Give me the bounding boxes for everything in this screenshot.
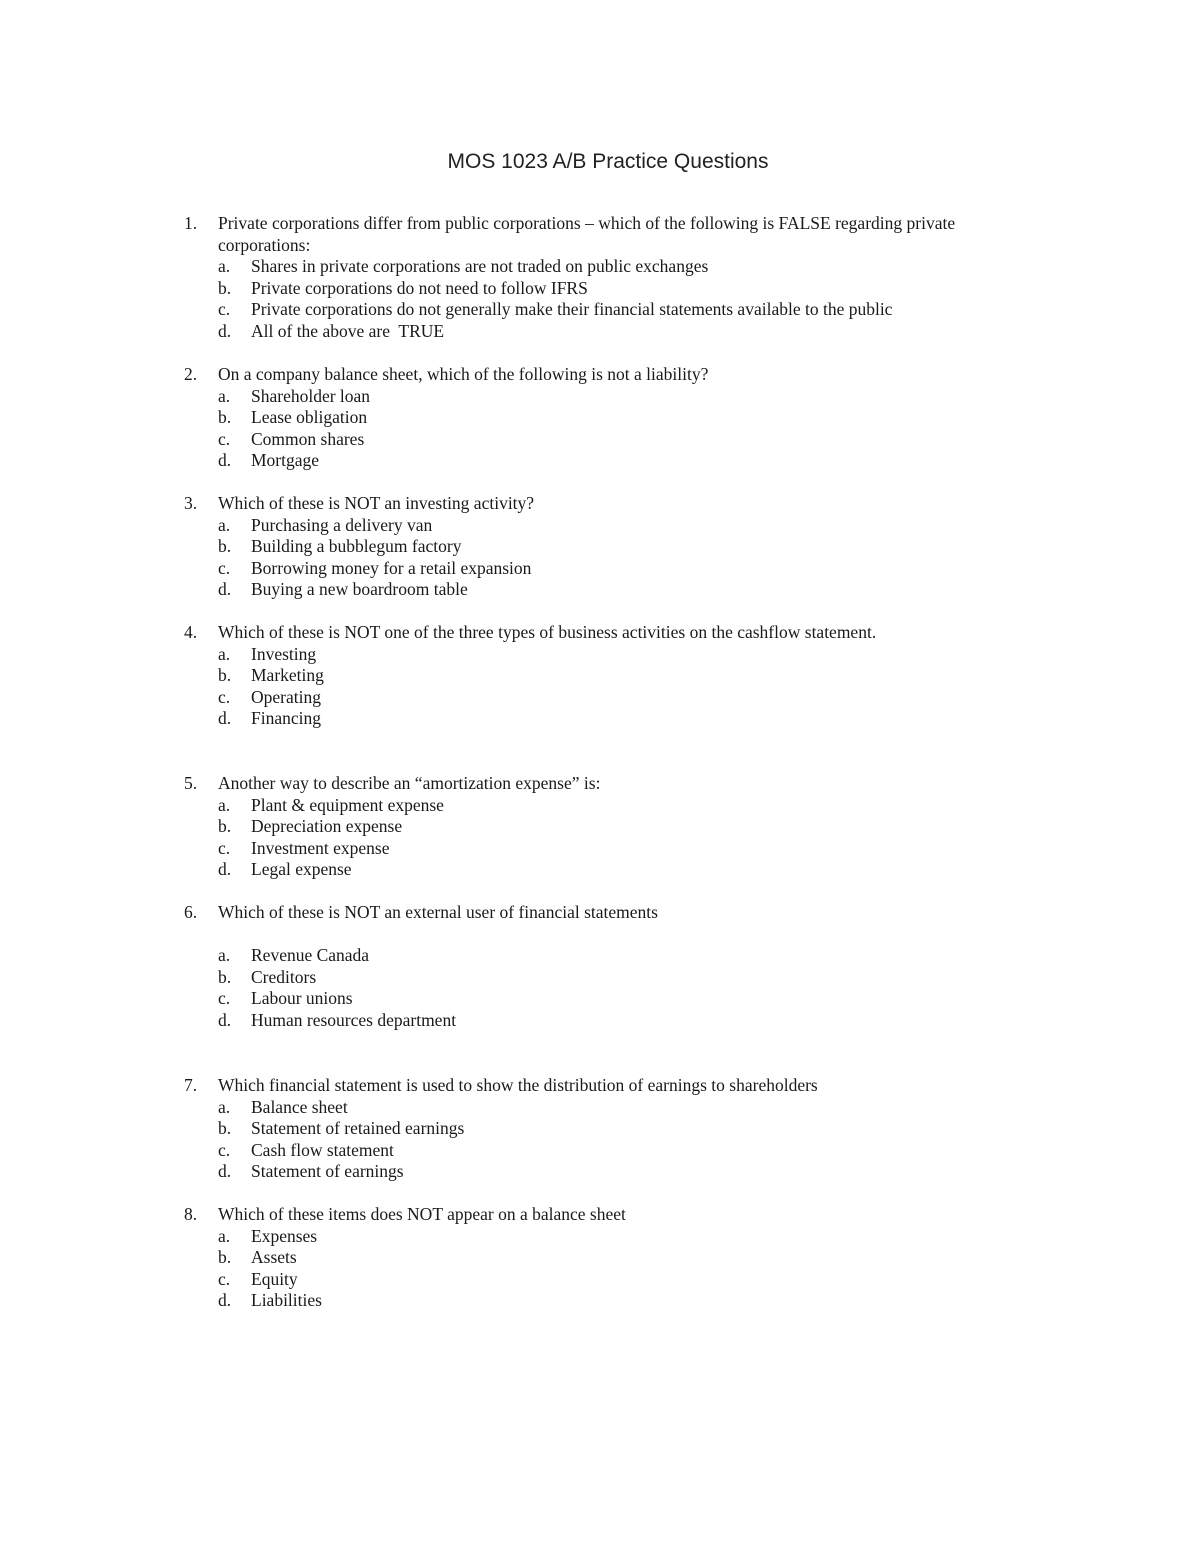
question-text: Private corporations differ from public corporations – which of the following is FALSE regarding private corporations: <box>218 213 956 255</box>
question-text: On a company balance sheet, which of the following is not a liability? <box>218 364 709 384</box>
option-list <box>218 1226 974 1312</box>
option-a <box>218 256 974 278</box>
option-letter: a. <box>218 385 231 406</box>
option-d <box>218 579 974 601</box>
option-text: Borrowing money for a retail expansion <box>251 557 532 578</box>
option-a <box>218 1097 974 1119</box>
option-list <box>218 644 974 730</box>
option-a <box>218 945 974 967</box>
option-letter: c. <box>218 988 231 1009</box>
option-text: Statement of retained earnings <box>251 1118 465 1139</box>
option-text: Shares in private corporations are not traded on public exchanges <box>251 256 709 277</box>
option-letter: d. <box>218 1009 232 1030</box>
option-d <box>218 321 974 343</box>
option-d <box>218 859 974 881</box>
option-b <box>218 278 974 300</box>
option-a <box>218 1226 974 1248</box>
option-letter: b. <box>218 407 232 428</box>
option-letter: c. <box>218 837 231 858</box>
option-a <box>218 795 974 817</box>
option-text: Buying a new boardroom table <box>251 579 468 600</box>
option-c <box>218 299 974 321</box>
option-d <box>218 450 974 472</box>
option-text: Operating <box>251 686 321 707</box>
option-text: Building a bubblegum factory <box>251 536 462 557</box>
option-text: Revenue Canada <box>251 945 370 966</box>
option-list <box>218 795 974 881</box>
option-text: Depreciation expense <box>251 816 403 837</box>
option-b <box>218 967 974 989</box>
question-number: 5. <box>184 773 198 793</box>
option-text: Balance sheet <box>251 1096 348 1117</box>
option-c <box>218 838 974 860</box>
question-text: Which financial statement is used to show the distribution of earnings to shareholders <box>218 1075 818 1095</box>
option-list <box>218 386 974 472</box>
option-text: Expenses <box>251 1225 318 1246</box>
option-text: Private corporations do not generally make their financial statements available to the public <box>251 299 893 320</box>
option-text: Common shares <box>251 428 365 449</box>
question-5 <box>184 773 974 881</box>
option-text: Investing <box>251 643 317 664</box>
option-text: All of the above are TRUE <box>251 320 445 341</box>
option-text: Equity <box>251 1268 298 1289</box>
option-a <box>218 386 974 408</box>
option-letter: d. <box>218 579 232 600</box>
option-text: Assets <box>251 1247 297 1268</box>
option-c <box>218 429 974 451</box>
question-number: 8. <box>184 1204 198 1224</box>
question-text: Which of these is NOT one of the three types of business activities on the cashflow statement. <box>218 622 877 642</box>
option-text: Private corporations do not need to follow IFRS <box>251 277 588 298</box>
question-8 <box>184 1204 974 1312</box>
option-letter: d. <box>218 1161 232 1182</box>
option-letter: b. <box>218 665 232 686</box>
option-letter: c. <box>218 1139 231 1160</box>
option-letter: c. <box>218 686 231 707</box>
option-c <box>218 687 974 709</box>
option-text: Financing <box>251 708 321 729</box>
option-letter: b. <box>218 277 232 298</box>
option-text: Liabilities <box>251 1290 322 1311</box>
option-letter: c. <box>218 557 231 578</box>
option-letter: b. <box>218 966 232 987</box>
option-b <box>218 816 974 838</box>
option-letter: a. <box>218 1096 231 1117</box>
option-b <box>218 407 974 429</box>
option-text: Mortgage <box>251 450 320 471</box>
question-2 <box>184 364 974 472</box>
question-1 <box>184 213 974 343</box>
option-text: Marketing <box>251 665 324 686</box>
question-text: Which of these is NOT an investing activity? <box>218 493 535 513</box>
question-text: Another way to describe an “amortization expense” is: <box>218 773 601 793</box>
option-d <box>218 1161 974 1183</box>
option-a <box>218 644 974 666</box>
option-text: Human resources department <box>251 1009 457 1030</box>
option-d <box>218 708 974 730</box>
option-list <box>218 1097 974 1183</box>
option-list <box>218 515 974 601</box>
option-letter: d. <box>218 1290 232 1311</box>
option-letter: b. <box>218 1247 232 1268</box>
option-letter: a. <box>218 643 231 664</box>
option-letter: c. <box>218 1268 231 1289</box>
option-letter: d. <box>218 450 232 471</box>
option-text: Lease obligation <box>251 407 368 428</box>
question-7 <box>184 1075 974 1183</box>
option-c <box>218 558 974 580</box>
option-b <box>218 665 974 687</box>
option-d <box>218 1010 974 1032</box>
option-text: Plant & equipment expense <box>251 794 444 815</box>
option-text: Shareholder loan <box>251 385 371 406</box>
option-letter: a. <box>218 1225 231 1246</box>
page-title: MOS 1023 A/B Practice Questions <box>447 150 769 173</box>
option-letter: c. <box>218 299 231 320</box>
question-number: 7. <box>184 1075 198 1095</box>
option-letter: a. <box>218 256 231 277</box>
option-letter: b. <box>218 1118 232 1139</box>
option-text: Investment expense <box>251 837 390 858</box>
option-letter: b. <box>218 816 232 837</box>
option-text: Creditors <box>251 966 317 987</box>
option-text: Cash flow statement <box>251 1139 394 1160</box>
question-number: 3. <box>184 493 198 513</box>
question-text: Which of these is NOT an external user of financial statements <box>218 902 658 922</box>
option-text: Labour unions <box>251 988 353 1009</box>
question-number: 1. <box>184 213 198 233</box>
option-letter: b. <box>218 536 232 557</box>
question-3 <box>184 493 974 601</box>
option-text: Statement of earnings <box>251 1161 404 1182</box>
option-text: Purchasing a delivery van <box>251 514 433 535</box>
option-b <box>218 1247 974 1269</box>
option-d <box>218 1290 974 1312</box>
question-number: 2. <box>184 364 198 384</box>
option-a <box>218 515 974 537</box>
option-b <box>218 536 974 558</box>
option-letter: a. <box>218 945 231 966</box>
option-b <box>218 1118 974 1140</box>
question-4 <box>184 622 974 730</box>
question-number: 4. <box>184 622 198 642</box>
question-text: Which of these items does NOT appear on a balance sheet <box>218 1204 626 1224</box>
option-letter: d. <box>218 708 232 729</box>
option-c <box>218 1269 974 1291</box>
option-list <box>218 945 974 1031</box>
option-c <box>218 1140 974 1162</box>
option-letter: d. <box>218 859 232 880</box>
option-list <box>218 256 974 342</box>
question-6 <box>184 902 974 1032</box>
option-letter: d. <box>218 320 232 341</box>
option-letter: a. <box>218 514 231 535</box>
option-letter: a. <box>218 794 231 815</box>
question-number: 6. <box>184 902 198 922</box>
option-text: Legal expense <box>251 859 352 880</box>
option-letter: c. <box>218 428 231 449</box>
option-c <box>218 988 974 1010</box>
